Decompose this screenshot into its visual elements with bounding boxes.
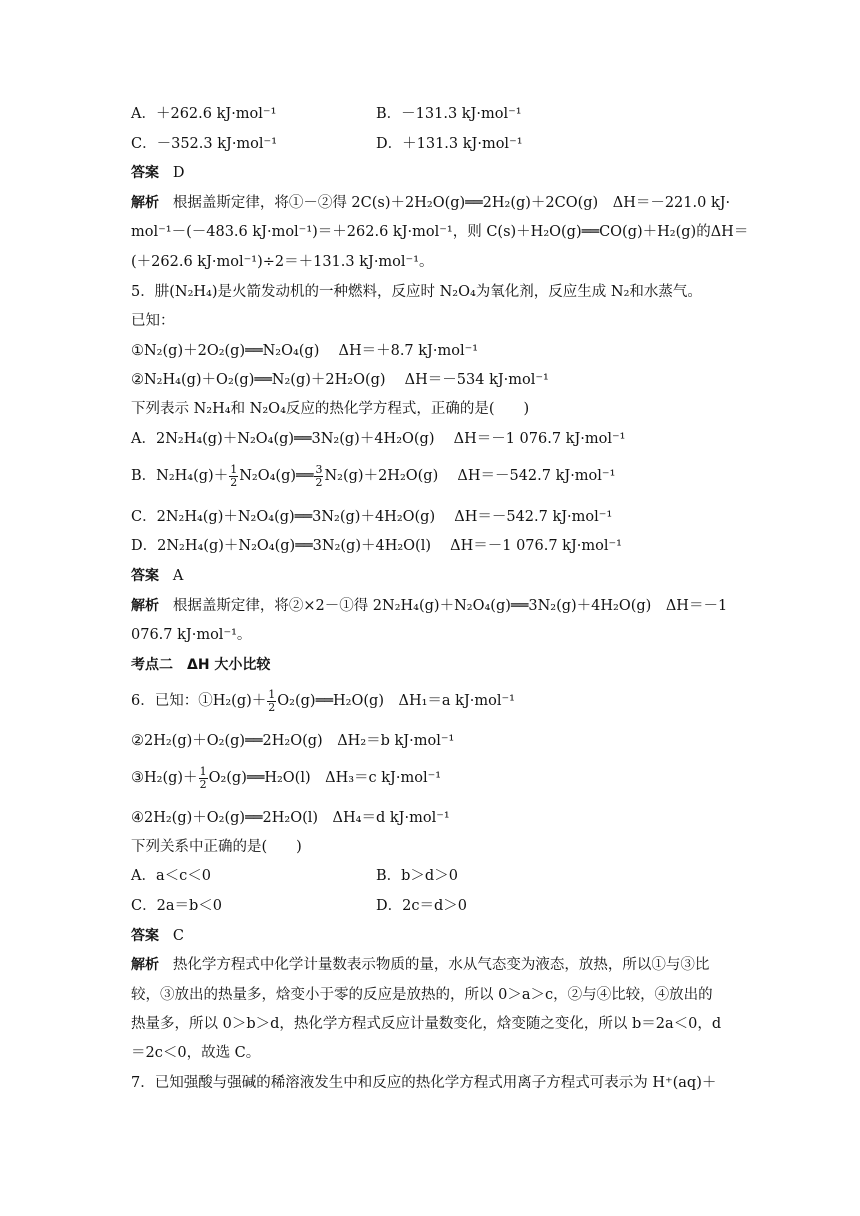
q6-option-a: A．a＜c＜0 <box>131 868 211 884</box>
eq-prefix: ③H₂(g)＋ <box>131 770 198 786</box>
numerator: 1 <box>199 764 207 778</box>
section-heading: 考点二 ΔH 大小比较 <box>131 657 271 673</box>
answer-value: D <box>172 165 185 181</box>
q5-stem: 5．肼(N₂H₄)是火箭发动机的一种燃料，反应时 N₂O₄为氧化剂，反应生成 N₂和水蒸气。 <box>131 284 702 300</box>
q5-question: 下列表示 N₂H₄和 N₂O₄反应的热化学方程式，正确的是( ) <box>131 401 530 417</box>
denominator: 2 <box>199 777 207 791</box>
option-b-middle: N₂O₄(g)══ <box>239 468 314 484</box>
q6-option-b: B．b＞d＞0 <box>376 868 458 884</box>
fraction <box>314 464 323 489</box>
fraction <box>229 464 238 489</box>
eq-suffix: O₂(g)══H₂O(l) ΔH₃＝c kJ·mol⁻¹ <box>208 770 442 786</box>
q6-question: 下列关系中正确的是( ) <box>131 839 302 855</box>
eq-suffix: O₂(g)══H₂O(g) ΔH₁＝a kJ·mol⁻¹ <box>277 693 515 709</box>
q5-eq-2: ②N₂H₄(g)＋O₂(g)══N₂(g)＋2H₂O(g) ΔH＝－534 kJ·mol⁻¹ <box>131 372 549 388</box>
analysis-text: 根据盖斯定律，将①－②得 2C(s)＋2H₂O(g)══2H₂(g)＋2CO(g) ΔH＝－221.0 kJ· <box>172 195 731 211</box>
q6-eq-4: ④2H₂(g)＋O₂(g)══2H₂O(l) ΔH₄＝d kJ·mol⁻¹ <box>131 810 450 826</box>
q5-option-d: D．2N₂H₄(g)＋N₂O₄(g)══3N₂(g)＋4H₂O(l) ΔH＝－1 076.7 kJ·mol⁻¹ <box>131 538 622 554</box>
q6-analysis-line-2: 较，③放出的热量多，焓变小于零的反应是放热的，所以 0＞a＞c，②与④比较，④放出的 <box>131 987 713 1003</box>
q6-answer <box>131 926 184 946</box>
q4-analysis-line-3: (＋262.6 kJ·mol⁻¹)÷2＝＋131.3 kJ·mol⁻¹。 <box>131 254 434 270</box>
fraction <box>199 766 208 791</box>
q6-eq-3 <box>131 761 441 795</box>
q5-eq-1: ①N₂(g)＋2O₂(g)══N₂O₄(g) ΔH＝＋8.7 kJ·mol⁻¹ <box>131 343 479 359</box>
q5-analysis-line-1 <box>131 596 727 616</box>
analysis-label: 解析 <box>131 598 159 614</box>
q5-answer <box>131 566 183 586</box>
q4-option-b: B．－131.3 kJ·mol⁻¹ <box>376 106 522 122</box>
q6-analysis-line-3: 热量多，所以 0＞b＞d，热化学方程式反应计量数变化，焓变随之变化，所以 b＝2a＜0，d <box>131 1016 722 1032</box>
q6-eq-2: ②2H₂(g)＋O₂(g)══2H₂O(g) ΔH₂＝b kJ·mol⁻¹ <box>131 733 455 749</box>
q4-option-a: A．＋262.6 kJ·mol⁻¹ <box>131 106 277 122</box>
q5-option-b <box>131 459 615 493</box>
answer-label: 答案 <box>131 165 159 181</box>
q5-analysis-line-2: 076.7 kJ·mol⁻¹。 <box>131 627 252 643</box>
q6-option-d: D．2c＝d＞0 <box>376 898 467 914</box>
eq-prefix: 6．已知：①H₂(g)＋ <box>131 693 267 709</box>
q5-known: 已知： <box>131 313 175 329</box>
numerator: 1 <box>268 687 276 701</box>
analysis-text: 热化学方程式中化学计量数表示物质的量，水从气态变为液态，放热，所以①与③比 <box>172 957 710 973</box>
denominator: 2 <box>315 475 323 489</box>
q4-analysis-line-2: mol⁻¹－(－483.6 kJ·mol⁻¹)＝＋262.6 kJ·mol⁻¹，则 C(s)＋H₂O(g)══CO(g)＋H₂(g)的ΔH＝ <box>131 224 749 240</box>
answer-label: 答案 <box>131 568 159 584</box>
q7-stem: 7．已知强酸与强碱的稀溶液发生中和反应的热化学方程式用离子方程式可表示为 H⁺(aq)＋ <box>131 1075 717 1091</box>
answer-value: A <box>172 568 184 584</box>
analysis-label: 解析 <box>131 957 159 973</box>
numerator: 1 <box>230 462 238 476</box>
answer-label: 答案 <box>131 928 159 944</box>
analysis-text: 根据盖斯定律，将②×2－①得 2N₂H₄(g)＋N₂O₄(g)══3N₂(g)＋4H₂O(g) ΔH＝－1 <box>172 598 728 614</box>
q4-option-c: C．－352.3 kJ·mol⁻¹ <box>131 136 278 152</box>
q6-analysis-line-1 <box>131 955 709 975</box>
denominator: 2 <box>268 700 276 714</box>
q4-analysis-line-1 <box>131 193 730 213</box>
q5-option-a: A．2N₂H₄(g)＋N₂O₄(g)══3N₂(g)＋4H₂O(g) ΔH＝－1 076.7 kJ·mol⁻¹ <box>131 431 626 447</box>
q6-analysis-line-4: ＝2c＜0，故选 C。 <box>131 1045 261 1061</box>
answer-value: C <box>172 928 184 944</box>
option-b-prefix: B．N₂H₄(g)＋ <box>131 468 229 484</box>
q5-option-c: C．2N₂H₄(g)＋N₂O₄(g)══3N₂(g)＋4H₂O(g) ΔH＝－542.7 kJ·mol⁻¹ <box>131 509 613 525</box>
q6-option-c: C．2a＝b＜0 <box>131 898 222 914</box>
denominator: 2 <box>230 475 238 489</box>
analysis-label: 解析 <box>131 195 159 211</box>
q4-option-d: D．＋131.3 kJ·mol⁻¹ <box>376 136 523 152</box>
q4-answer <box>131 163 184 183</box>
fraction <box>267 689 276 714</box>
numerator: 3 <box>315 462 323 476</box>
option-b-suffix: N₂(g)＋2H₂O(g) ΔH＝－542.7 kJ·mol⁻¹ <box>324 468 616 484</box>
q6-eq-1 <box>131 684 515 718</box>
